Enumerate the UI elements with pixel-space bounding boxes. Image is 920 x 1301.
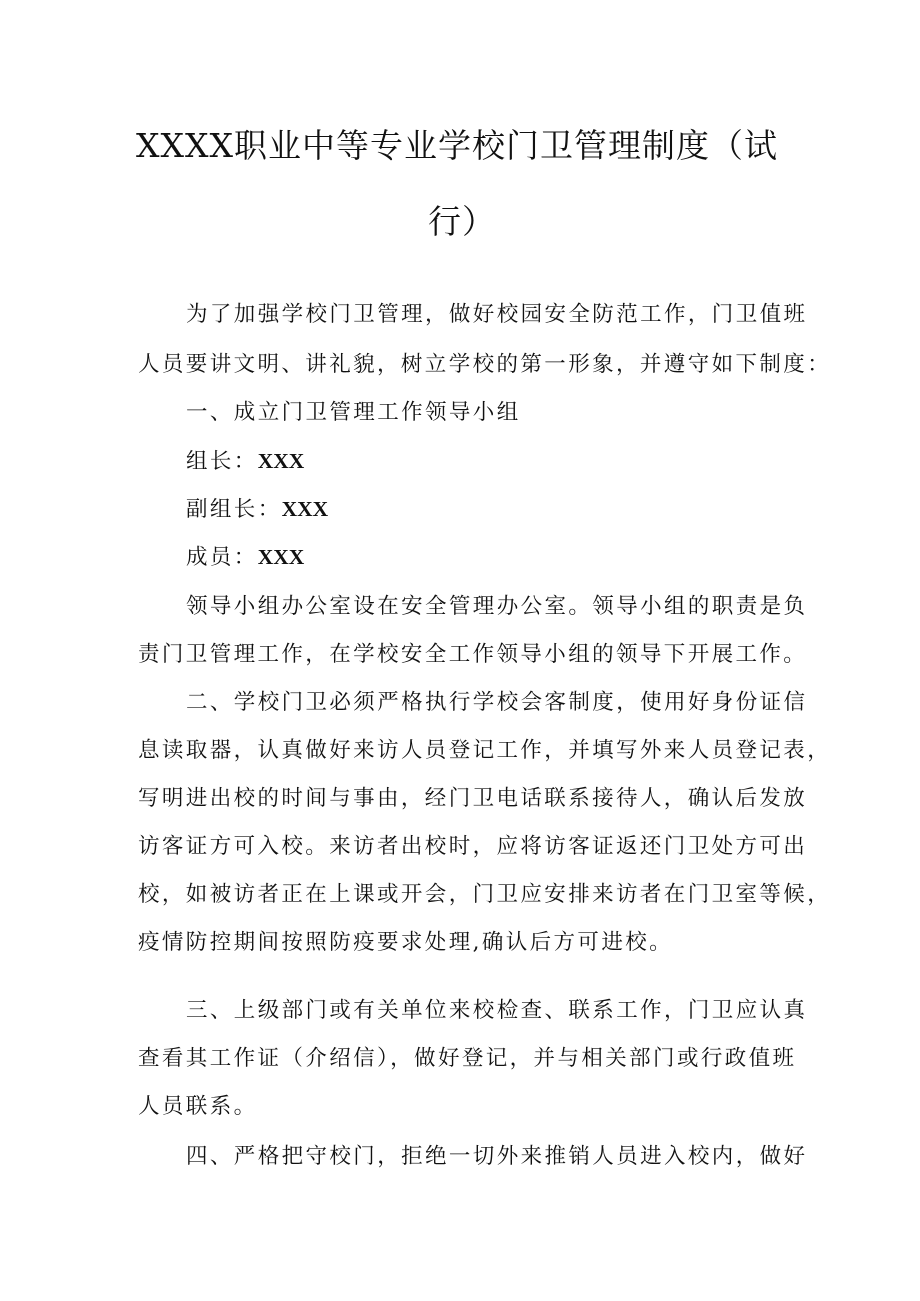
section-2-line-3: 写明进出校的时间与事由，经门卫电话联系接待人，确认后发放 (138, 786, 808, 811)
section-2-line-2: 息读取器，认真做好来访人员登记工作，并填写外来人员登记表， (138, 738, 832, 763)
document-title-line-1: XXXX职业中等专业学校门卫管理制度（试 (136, 126, 778, 165)
section-1-heading: 一、成立门卫管理工作领导小组 (186, 400, 521, 425)
leader-line (186, 446, 304, 477)
section-3-line-1: 三、上级部门或有关单位来校检查、联系工作，门卫应认真 (186, 998, 808, 1023)
leader-value: XXX (257, 449, 305, 473)
intro-line-2: 人员要讲文明、讲礼貌，树立学校的第一形象，并遵守如下制度： (138, 352, 832, 377)
deputy-leader-line (186, 494, 328, 525)
section-3-line-3: 人员联系。 (138, 1094, 258, 1119)
section-2-line-4: 访客证方可入校。来访者出校时，应将访客证返还门卫处方可出 (138, 834, 808, 859)
section-4-line-1: 四、严格把守校门，拒绝一切外来推销人员进入校内，做好 (186, 1144, 808, 1169)
section-2-line-5: 校，如被访者正在上课或开会，门卫应安排来访者在门卫室等候， (138, 882, 832, 907)
office-line-2: 责门卫管理工作，在学校安全工作领导小组的领导下开展工作。 (138, 642, 808, 667)
deputy-leader-label: 副组长： (186, 497, 282, 522)
member-value: XXX (257, 545, 305, 569)
member-line (186, 542, 304, 573)
section-2-line-1: 二、学校门卫必须严格执行学校会客制度，使用好身份证信 (186, 690, 808, 715)
member-label: 成员： (186, 545, 258, 570)
intro-line-1: 为了加强学校门卫管理，做好校园安全防范工作，门卫值班 (186, 302, 808, 327)
section-2-line-6: 疫情防控期间按照防疫要求处理,确认后方可进校。 (138, 930, 674, 955)
deputy-leader-value: XXX (281, 497, 329, 521)
office-line-1: 领导小组办公室设在安全管理办公室。领导小组的职责是负 (186, 594, 808, 619)
document-title-line-2: 行） (428, 202, 496, 241)
section-3-line-2: 查看其工作证（介绍信），做好登记，并与相关部门或行政值班 (138, 1046, 797, 1071)
leader-label: 组长： (186, 449, 258, 474)
